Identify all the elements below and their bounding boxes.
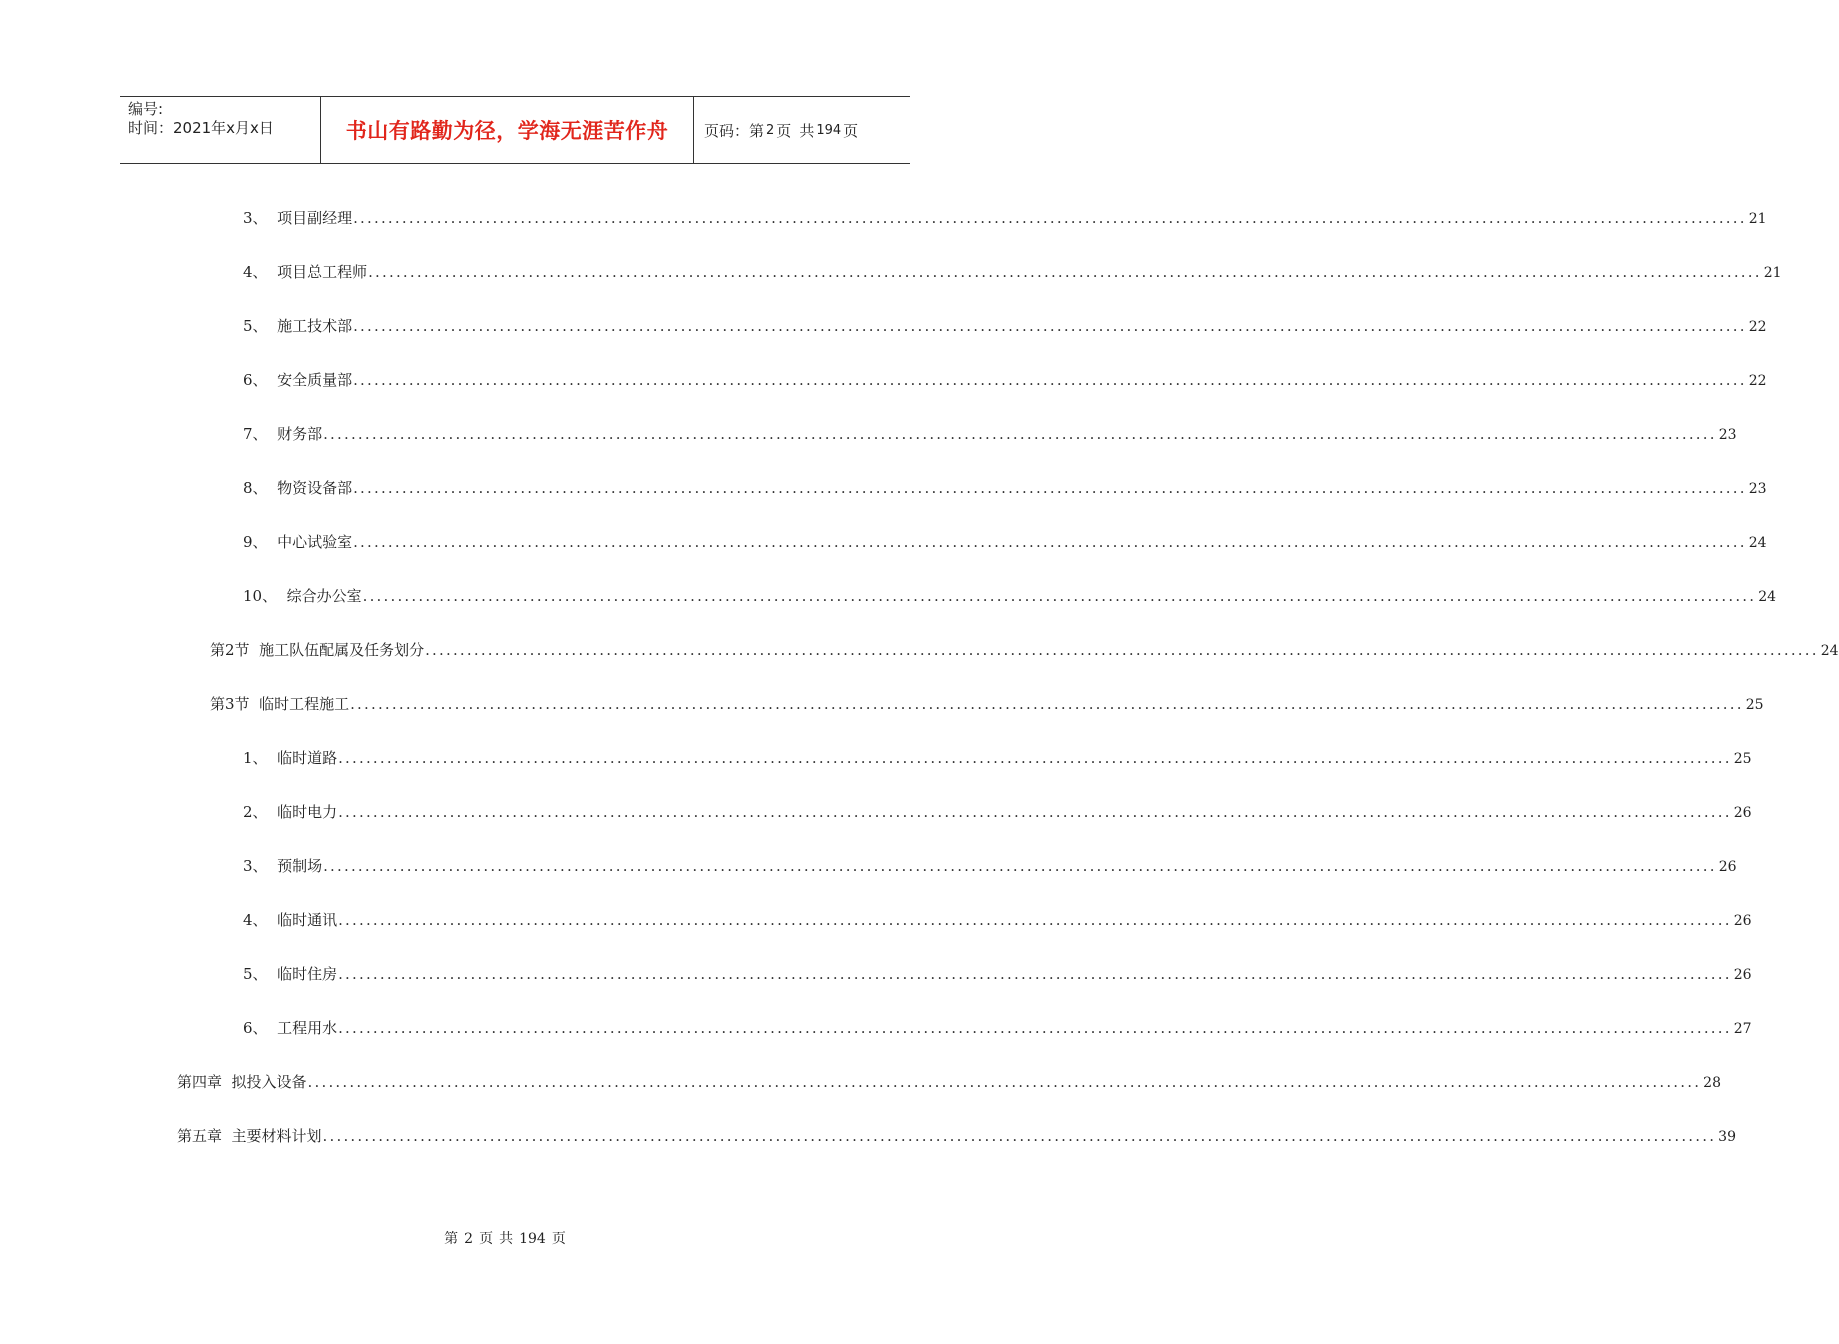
header-meta <box>120 97 321 163</box>
toc-entry[interactable] <box>177 1125 1736 1147</box>
toc-entry-page: 28 <box>1703 1075 1721 1091</box>
toc-dot-leader: ........................................................................................................................................................................................................ <box>353 209 1747 227</box>
toc-entry[interactable] <box>210 693 1764 715</box>
footer-total-prefix: 共 <box>499 1231 514 1247</box>
toc-dot-leader: ........................................................................................................................................................................................................ <box>353 317 1747 335</box>
toc-entry-page: 22 <box>1748 319 1767 335</box>
toc-dot-leader: ........................................................................................................................................................................................................ <box>362 587 1757 605</box>
toc-dot-leader: ........................................................................................................................................................................................................ <box>350 695 1744 713</box>
toc-entry-label: 1、 临时道路 <box>243 749 338 767</box>
toc-entry[interactable] <box>243 315 1767 337</box>
toc-dot-leader: ........................................................................................................................................................................................................ <box>368 263 1762 281</box>
toc-entry-page: 26 <box>1718 859 1737 875</box>
toc-entry-label: 4、 项目总工程师 <box>243 263 368 281</box>
toc-entry-label: 3、 预制场 <box>243 857 323 875</box>
toc-entry[interactable] <box>243 207 1767 229</box>
toc-entry-page: 21 <box>1763 265 1782 281</box>
toc-entry-label: 9、 中心试验室 <box>243 533 353 551</box>
footer-suffix: 页 <box>551 1231 566 1247</box>
toc-entry-label: 6、 工程用水 <box>243 1019 338 1037</box>
toc-entry[interactable] <box>243 477 1767 499</box>
header-motto: 书山有路勤为径，学海无涯苦作舟 <box>321 97 694 163</box>
toc-entry-page: 26 <box>1733 805 1752 821</box>
toc-entry[interactable] <box>177 1071 1721 1093</box>
toc-entry[interactable] <box>243 747 1752 769</box>
toc-entry-page: 39 <box>1718 1129 1736 1145</box>
page-footer <box>0 1228 950 1248</box>
toc-entry[interactable] <box>243 261 1782 283</box>
toc-entry[interactable] <box>243 909 1752 931</box>
toc-entry[interactable] <box>243 1017 1752 1039</box>
toc-entry-page: 26 <box>1733 967 1752 983</box>
toc-entry-page: 25 <box>1745 697 1764 713</box>
toc-entry-label: 第四章 拟投入设备 <box>177 1073 307 1091</box>
toc-entry-page: 21 <box>1748 211 1767 227</box>
total-pages: 194 <box>816 122 842 138</box>
toc-entry-label: 10、 综合办公室 <box>243 587 362 605</box>
footer-mid: 页 <box>479 1231 494 1247</box>
total-suffix: 页 <box>843 121 859 140</box>
toc-entry-label: 4、 临时通讯 <box>243 911 338 929</box>
page-header <box>120 96 910 164</box>
toc-entry-label: 2、 临时电力 <box>243 803 338 821</box>
toc-dot-leader: ........................................................................................................................................................................................................ <box>353 371 1747 389</box>
toc-entry[interactable] <box>243 531 1767 553</box>
toc-entry-page: 26 <box>1733 913 1752 929</box>
page-number: 2 <box>766 122 775 138</box>
toc-dot-leader: ........................................................................................................................................................................................................ <box>323 425 1717 443</box>
toc-entry[interactable] <box>243 369 1767 391</box>
serial-label: 编号: <box>128 100 164 118</box>
footer-prefix: 第 <box>444 1231 459 1247</box>
toc-entry-label: 5、 临时住房 <box>243 965 338 983</box>
toc-entry[interactable] <box>243 963 1752 985</box>
toc-dot-leader: ........................................................................................................................................................................................................ <box>353 479 1747 497</box>
toc-dot-leader: ........................................................................................................................................................................................................ <box>338 1019 1732 1037</box>
time-label: 时间：2021年x月x日 <box>128 119 274 137</box>
toc-entry-page: 24 <box>1820 643 1839 659</box>
toc-dot-leader: ........................................................................................................................................................................................................ <box>338 965 1732 983</box>
toc-entry-label: 第五章 主要材料计划 <box>177 1127 322 1145</box>
toc-entry[interactable] <box>243 801 1752 823</box>
toc-dot-leader: ........................................................................................................................................................................................................ <box>307 1073 1702 1091</box>
toc-entry-page: 24 <box>1758 589 1777 605</box>
toc-entry-label: 8、 物资设备部 <box>243 479 353 497</box>
footer-page: 2 <box>464 1231 474 1247</box>
header-page-info <box>694 97 910 163</box>
toc-entry-page: 23 <box>1748 481 1767 497</box>
toc-entry-label: 第3节 临时工程施工 <box>210 695 350 713</box>
toc-entry-page: 22 <box>1748 373 1767 389</box>
toc-entry[interactable] <box>243 855 1737 877</box>
toc-entry[interactable] <box>210 639 1839 661</box>
toc-dot-leader: ........................................................................................................................................................................................................ <box>338 749 1732 767</box>
page-mid: 页 <box>776 121 792 140</box>
toc-dot-leader: ........................................................................................................................................................................................................ <box>323 857 1717 875</box>
toc-entry-label: 5、 施工技术部 <box>243 317 353 335</box>
toc-entry-page: 27 <box>1733 1021 1752 1037</box>
toc-dot-leader: ........................................................................................................................................................................................................ <box>322 1127 1717 1145</box>
toc-entry-page: 23 <box>1718 427 1737 443</box>
toc-dot-leader: ........................................................................................................................................................................................................ <box>338 911 1732 929</box>
toc-dot-leader: ........................................................................................................................................................................................................ <box>338 803 1732 821</box>
toc-entry[interactable] <box>243 585 1777 607</box>
toc-entry-label: 第2节 施工队伍配属及任务划分 <box>210 641 425 659</box>
toc-dot-leader: ........................................................................................................................................................................................................ <box>353 533 1747 551</box>
toc-entry-label: 3、 项目副经理 <box>243 209 353 227</box>
total-prefix: 共 <box>799 121 815 140</box>
toc-entry-page: 24 <box>1748 535 1767 551</box>
toc-dot-leader: ........................................................................................................................................................................................................ <box>425 641 1819 659</box>
toc-entry[interactable] <box>243 423 1737 445</box>
footer-total: 194 <box>519 1231 546 1247</box>
toc-entry-page: 25 <box>1733 751 1752 767</box>
toc-entry-label: 6、 安全质量部 <box>243 371 353 389</box>
page-prefix: 页码：第 <box>704 121 765 140</box>
toc-entry-label: 7、 财务部 <box>243 425 323 443</box>
